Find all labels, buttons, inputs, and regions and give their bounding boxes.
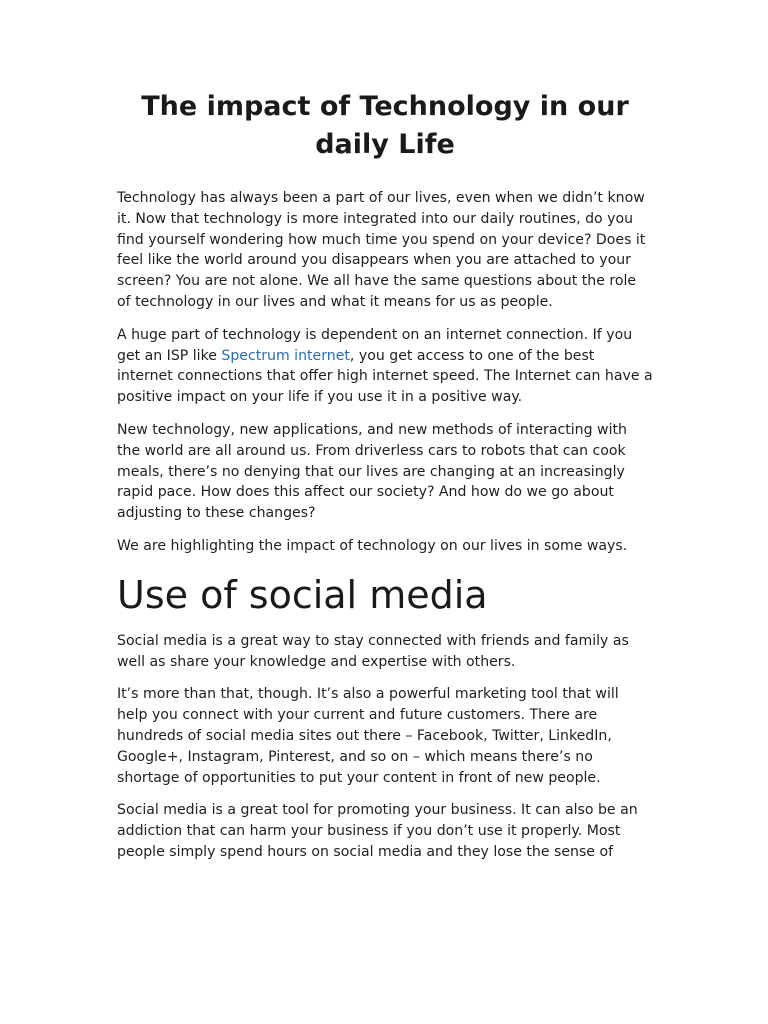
spacer	[117, 621, 653, 631]
paragraph-new-technology: New technology, new applications, and new methods of interacting with the world are all around us. From driverless cars to robots that can cook meals, there’s no denying that our lives are changing at an increasingly rapid pace. How does this affect our society? And how do we go about adjusting to these changes?	[117, 421, 627, 522]
paragraph-highlighting: We are highlighting the impact of technology on our lives in some ways.	[117, 537, 628, 554]
spectrum-internet-link[interactable]: Spectrum internet	[221, 347, 350, 364]
document-page	[117, 88, 653, 863]
paragraph-isp-text-end: , you get access to one of the best internet connections that offer high internet speed. The Internet can have a positive impact on your life if you use it in a positive way.	[117, 347, 653, 406]
spacer	[117, 164, 653, 188]
spacer	[117, 408, 653, 420]
document-title: The impact of Technology in our daily Life	[141, 91, 629, 160]
section-heading-social-media: Use of social media	[117, 572, 488, 617]
spacer	[117, 557, 653, 569]
paragraph-social-2: It’s more than that, though. It’s also a powerful marketing tool that will help you connect with your current and future customers. There are hundreds of social media sites out there – Facebook, Twitter, LinkedIn, Google+, Instagram, Pinterest, and so on – which means there’s no shortage of opportunities to put your content in front of new people.	[117, 686, 619, 786]
spacer	[117, 524, 653, 536]
paragraph-isp-text-start: A huge part of technology is dependent on an internet connection. If you get an ISP like	[117, 326, 633, 364]
spacer	[117, 672, 653, 684]
paragraph-isp	[117, 325, 653, 408]
spacer	[117, 313, 653, 325]
paragraph-intro: Technology has always been a part of our lives, even when we didn’t know it. Now that technology is more integrated into our daily routines, do you find yourself wondering how much time you spend on your device? Does it feel like the world around you disappears when you are attached to your screen? You are not alone. We all have the same questions about the role of technology in our lives and what it means for us as people.	[117, 190, 646, 310]
paragraph-social-3: Social media is a great tool for promoting your business. It can also be an addiction that can harm your business if you don’t use it properly. Most people simply spend hours on social media and they lose the sense of	[117, 802, 638, 860]
paragraph-social-1: Social media is a great way to stay connected with friends and family as well as share your knowledge and expertise with others.	[117, 632, 629, 670]
spacer	[117, 788, 653, 800]
